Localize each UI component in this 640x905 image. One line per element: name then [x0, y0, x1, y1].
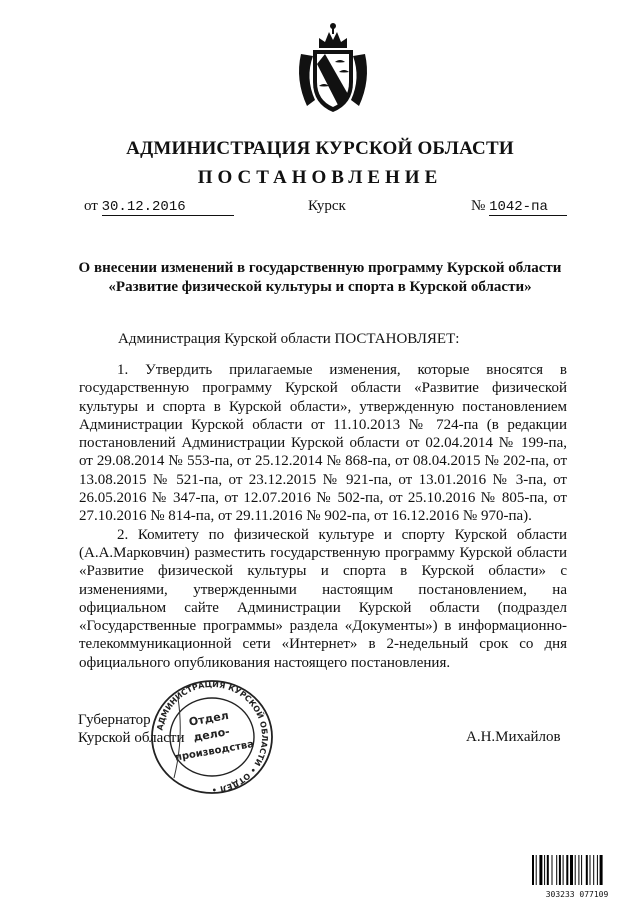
document-type-heading: ПОСТАНОВЛЕНИЕ — [197, 167, 443, 188]
resolution-intro: Администрация Курской области ПОСТАНОВЛЯЕТ: — [118, 331, 460, 347]
signatory-name: А.Н.Михайлов — [466, 729, 561, 745]
document-body — [79, 361, 567, 672]
barcode-number: 303233 077109 — [545, 890, 609, 899]
date-prefix: от — [84, 198, 98, 214]
title-line-1: О внесении изменений в государственную программу Курской области — [78, 260, 562, 276]
paragraph-1: 1. Утвердить прилагаемые изменения, которые вносятся в государственную программу Курской области «Развитие физической культуры и спорта в Курской области», утвержденную постановлением Администрации Курской области от 11.10.2013 № 724-па (в редакции постановлений Администрации Курской области от 02.04.2014 № 199-па, от 29.08.2014 № 553-па, от 25.12.2014 № 868-па, от 08.04.2015 № 202-па, от 13.08.2015 № 521-па, от 23.12.2015 № 921-па, от 13.01.2016 № 3-па, от 26.05.2016 № 347-па, от 12.07.2016 № 502-па, от 25.10.2016 № 805-па, от 27.10.2016 № 814-па, от 29.11.2016 № 902-па, от 16.12.2016 № 970-па). — [79, 362, 567, 525]
position-line-1: Губернатор — [78, 712, 151, 728]
svg-text:АДМИНИСТРАЦИЯ КУРСКОЙ ОБЛАСТИ: АДМИНИСТРАЦИЯ КУРСКОЙ ОБЛАСТИ • ОТДЕЛ • — [155, 679, 270, 795]
document-title — [60, 259, 580, 297]
title-line-2: «Развитие физической культуры и спорта в Курской области» — [108, 279, 532, 295]
coat-of-arms-emblem — [295, 20, 371, 116]
position-line-2: Курской области — [78, 730, 185, 746]
number-value: 1042-па — [489, 200, 567, 216]
date-value: 30.12.2016 — [102, 200, 234, 216]
document-city: Курск — [308, 198, 346, 214]
svg-text:дело-: дело- — [192, 724, 231, 745]
number-prefix: № — [471, 198, 486, 214]
office-stamp — [148, 678, 276, 796]
document-number — [471, 198, 567, 216]
paragraph-2: 2. Комитету по физической культуре и спорту Курской области (А.А.Марковчин) разместить государственную программу Курской области «Развитие физической культуры и спорта в Курской области» с изменениями, утвержденными настоящим постановлением, на официальном сайте Администрации Курской области (подраздел «Государственные программы» раздела «Документы») в информационно-телекоммуникационной сети «Интернет» в 2-недельный срок со дня официального опубликования настоящего постановления. — [79, 526, 567, 671]
svg-text:Отдел: Отдел — [187, 708, 230, 729]
svg-text:производства: производства — [174, 738, 255, 764]
document-date — [84, 198, 234, 216]
document-barcode — [532, 855, 622, 899]
organization-heading: АДМИНИСТРАЦИЯ КУРСКОЙ ОБЛАСТИ — [126, 138, 514, 159]
barcode-bars — [532, 855, 622, 885]
